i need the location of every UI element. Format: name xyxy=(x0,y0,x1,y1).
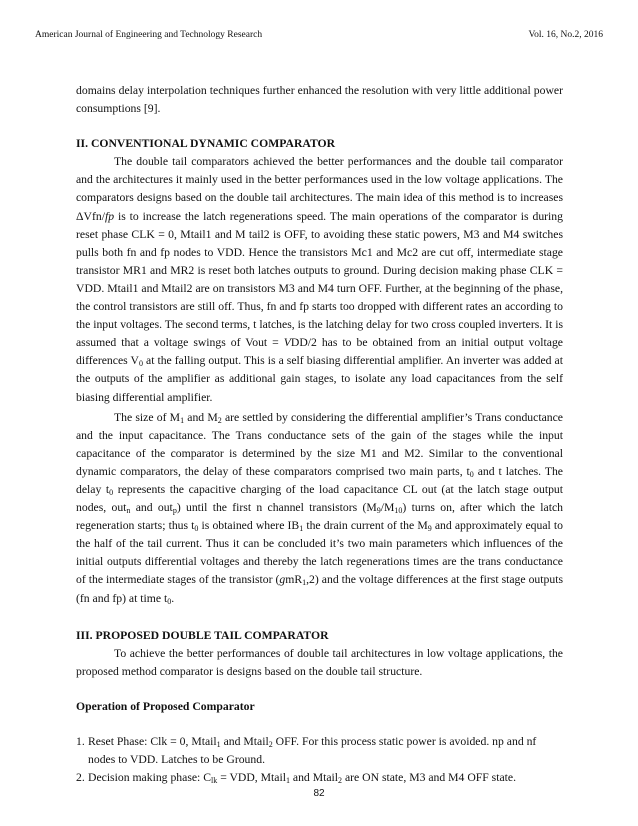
conventional-paragraph-1: The double tail comparators achieved the better performances and the double tail comparator and the architectures it mainly used in the better performances used in the low voltage applications. The comparators designs based on the double tail architectures. The main idea of this method is to increases ΔVfn/fp is to increase the latch regenerations speed. The main operations of the comparator is during reset phase CLK = 0, Mtail1 and M tail2 is OFF, to avoiding these static powers, M3 and M4 switches pulls both fn and fp nodes to VDD. Hence the transistors Mc1 and Mc2 are cut off, intermediate stage transistor MR1 and MR2 is reset both latches outputs to ground. During decision making phase CLK = VDD. Mtail1 and Mtail2 are on transistors M3 and M4 turn OFF. Further, at the beginning of the phase, the control transistors are still off. Thus, fn and fp starts too dropped with different rates an according to the input voltages. The second terms, t latches, is the latching delay for two cross coupled inverters. It is assumed that a voltage swings of Vout = VDD/2 has to be obtained from an initial output voltage differences $V_0$ at the falling output. This is a self biasing differential amplifier. An inverter was added at the outputs of the amplifier as additional gain stages, to isolate any load capacitances from the self biasing differential amplifier. xyxy=(76,155,563,404)
running-header xyxy=(35,30,603,40)
proposed-paragraph-1: To achieve the better performances of double tail architectures in low voltage applications, the proposed method comparator is designs based on the double tail structure. xyxy=(76,646,563,678)
intro-paragraph: domains delay interpolation techniques further enhanced the resolution with very little additional power consumptions [9]. xyxy=(76,84,563,116)
conventional-paragraph-2: The size of $M_1$ and $M_2$ are settled by considering the differential amplifier’s Trans conductance and the input capacitance. The Trans conductance sets of the gain of the stages while the input capacitance of the comparator is determined by the size M1 and M2. Similar to the conventional dynamic comparators, the delay of these comparators comprised two main parts, $t_0$ and t latches. The delay $t_0$ represents the capacitive charging of the load capacitance CL out (at the latch stage output nodes, out$_n$ and out$_p$) until the first n channel transistors $(M_9/M_{10})$ turns on, after which the latch regeneration starts; thus $t_0$ is obtained where $IB_1$ the drain current of the $M_9$ and approximately equal to the half of the tail current. Thus it can be concluded it’s two main parameters which influences of the initial outputs differential voltages and thereby the latch regenerations times are the trans conductance of the intermediate stages of the transistor (gmR$_1$,2) and the voltage differences at the first stage outputs (fn and fp) at time $t_0$. xyxy=(76,410,564,606)
subheading-operation: Operation of Proposed Comparator xyxy=(76,699,255,713)
section-heading-proposed: III. PROPOSED DOUBLE TAIL COMPARATOR xyxy=(76,628,329,642)
page-number: 82 xyxy=(313,788,325,799)
journal-name: American Journal of Engineering and Technology Research xyxy=(35,30,263,40)
list-text: Decision making phase: $C_{lk}$ = VDD, Mtail$_1$ and Mtail$_2$ are ON state, M3 and M4 OFF state. xyxy=(88,771,517,786)
list-number: 2. xyxy=(76,771,85,785)
volume-info: Vol. 16, No.2, 2016 xyxy=(528,30,603,40)
list-text: Reset Phase: Clk = 0, Mtail$_1$ and Mtail$_2$ OFF. For this process static power is avoided. np and nf nodes to VDD. Latches to be Ground. xyxy=(88,735,537,767)
list-number: 1. xyxy=(76,735,85,748)
section-heading-conventional: II. CONVENTIONAL DYNAMIC COMPARATOR xyxy=(76,137,336,151)
page-body xyxy=(76,82,563,787)
list-item-decision-phase xyxy=(76,769,563,787)
list-item-reset-phase xyxy=(76,733,563,769)
